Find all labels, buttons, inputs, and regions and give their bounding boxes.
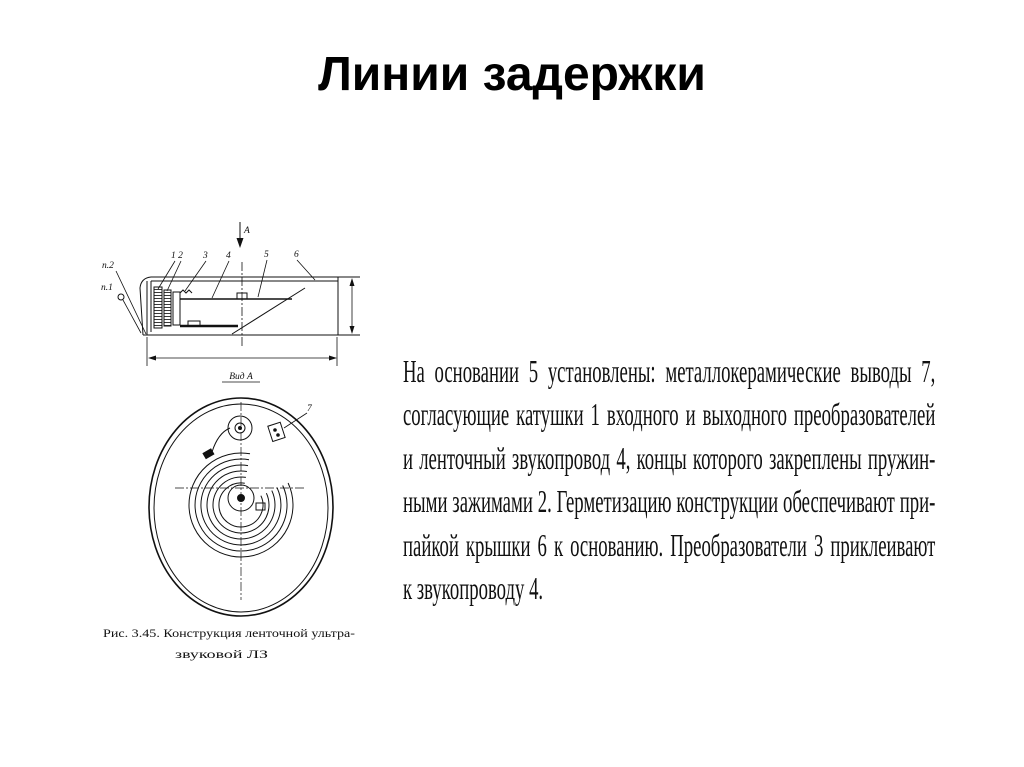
label-p2: п.2 <box>102 261 114 271</box>
side-view <box>101 222 360 366</box>
label-1-2: 1 2 <box>171 251 183 261</box>
paragraph-line: согласующие катушки 1 входного и выходного преобразователей <box>403 396 936 433</box>
terminal-top-dot <box>239 427 242 430</box>
delay-line-drawing <box>90 210 375 675</box>
paragraph-line: и ленточный звукопровод 4, концы которого закреплены пружин- <box>403 439 936 476</box>
view-arrow-head <box>237 238 244 248</box>
dimension-arrow <box>350 278 355 286</box>
slide-title: Линии задержки <box>318 48 706 101</box>
paragraph-line: к звукопроводу 4. <box>403 570 544 607</box>
tape-end-clamp <box>203 449 214 459</box>
dimension-arrow <box>350 326 355 334</box>
leader-4 <box>212 261 229 298</box>
dimension-arrow <box>148 356 156 361</box>
transducer-lead <box>180 290 192 293</box>
tape-lead <box>212 428 230 452</box>
terminal-p1 <box>118 294 124 300</box>
dimension-arrow <box>329 356 337 361</box>
terminal-7 <box>268 422 285 441</box>
figure-caption-line-2: звуковой ЛЗ <box>175 647 268 661</box>
leader-3 <box>185 261 206 291</box>
top-view <box>149 398 333 616</box>
tape-center-pin <box>238 495 245 502</box>
description-paragraph <box>403 350 935 610</box>
coil-1 <box>154 287 162 328</box>
paragraph-line: На основании 5 установлены: металлокерамические выводы 7, <box>403 353 936 389</box>
label-6: 6 <box>294 250 299 260</box>
label-p1: п.1 <box>101 283 113 293</box>
paragraph-line: пайкой крышки 6 к основанию. Преобразователи 3 приклеивают <box>403 526 936 563</box>
label-4: 4 <box>226 251 231 261</box>
cover-slope <box>232 288 305 334</box>
label-3: 3 <box>203 251 208 261</box>
figure-caption-line-1: Рис. 3.45. Конструкция ленточной ультра- <box>103 626 355 640</box>
clamp-2 <box>164 290 171 326</box>
label-5: 5 <box>264 250 269 260</box>
label-7: 7 <box>307 404 312 414</box>
leader-5 <box>258 260 267 297</box>
view-title: Вид А <box>229 372 253 382</box>
leader-p2 <box>116 271 146 334</box>
paragraph-line: ными зажимами 2. Герметизацию конструкции обеспечивают при- <box>403 483 936 520</box>
hub-bracket <box>256 503 265 510</box>
transducer-3 <box>173 292 180 325</box>
terminal-7-dot <box>277 434 280 437</box>
view-arrow-label: А <box>244 226 250 236</box>
terminal-7-dot <box>274 429 277 432</box>
leader-1 <box>158 261 175 289</box>
leader-2 <box>167 261 181 291</box>
